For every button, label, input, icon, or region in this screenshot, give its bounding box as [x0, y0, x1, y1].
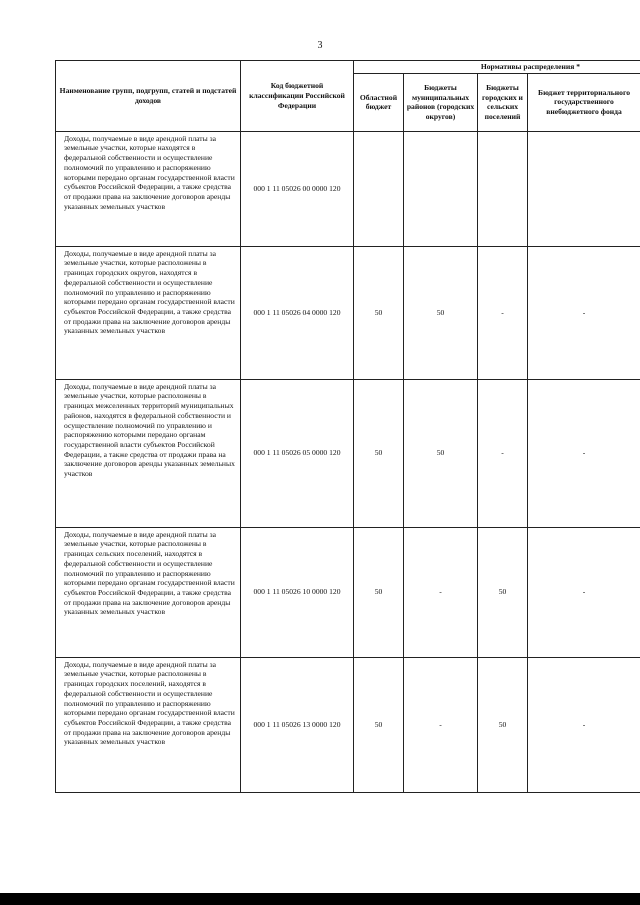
table-row	[56, 527, 640, 657]
row-municipal: -	[404, 527, 478, 657]
row-regional: 50	[354, 246, 404, 379]
row-municipal	[404, 131, 478, 246]
row-name: Доходы, получаемые в виде арендной платы за земельные участки, которые расположены в границах городских округов, находятся в федеральной собственности и осуществление полномочий по управлению и распоряжению которыми передано органам государственной власти субъектов Российской Федерации, а также средства от продажи права на заключение договоров аренды указанных земельных участков	[56, 246, 241, 379]
header-code: Код бюджетной классификации Российской Федерации	[241, 61, 354, 132]
header-settlements: Бюджеты городских и сельских поселений	[478, 73, 528, 131]
row-fund: -	[528, 379, 640, 527]
row-code: 000 1 11 05026 10 0000 120	[241, 527, 354, 657]
row-code: 000 1 11 05026 04 0000 120	[241, 246, 354, 379]
header-fund: Бюджет территориального государственного внебюджетного фонда	[528, 73, 640, 131]
row-regional: 50	[354, 657, 404, 792]
row-name: Доходы, получаемые в виде арендной платы за земельные участки, которые расположены в границах межселенных территорий муниципальных районов, находятся в федеральной собственности и осуществление полномочий по управлению и распоряжению которыми передано органам государственной власти субъектов Российской Федерации, а также средства от продажи права на заключение договоров аренды указанных земельных участков	[56, 379, 241, 527]
row-fund: -	[528, 246, 640, 379]
row-fund: -	[528, 657, 640, 792]
row-settlements: 50	[478, 527, 528, 657]
revenue-distribution-table	[55, 60, 640, 793]
row-regional: 50	[354, 527, 404, 657]
page-number: 3	[317, 40, 323, 51]
table-row	[56, 246, 640, 379]
row-municipal: 50	[404, 379, 478, 527]
row-settlements: -	[478, 246, 528, 379]
table-row	[56, 379, 640, 527]
row-name: Доходы, получаемые в виде арендной платы за земельные участки, которые находятся в федеральной собственности и осуществление полномочий по управлению и распоряжению которыми передано органам государственной власти субъектов Российской Федерации, а также средства от продажи права на заключение договоров аренды указанных земельных участков	[56, 131, 241, 246]
row-code: 000 1 11 05026 00 0000 120	[241, 131, 354, 246]
row-fund	[528, 131, 640, 246]
table-row	[56, 131, 640, 246]
row-settlements: -	[478, 379, 528, 527]
row-code: 000 1 11 05026 13 0000 120	[241, 657, 354, 792]
table-row	[56, 657, 640, 792]
row-name: Доходы, получаемые в виде арендной платы за земельные участки, которые расположены в границах сельских поселений, находятся в федеральной собственности и осуществление полномочий по управлению и распоряжению которыми передано органам государственной власти субъектов Российской Федерации, а также средства от продажи права на заключение договоров аренды указанных земельных участков	[56, 527, 241, 657]
row-municipal: 50	[404, 246, 478, 379]
row-settlements	[478, 131, 528, 246]
row-regional: 50	[354, 379, 404, 527]
row-code: 000 1 11 05026 05 0000 120	[241, 379, 354, 527]
row-municipal: -	[404, 657, 478, 792]
header-regional: Областной бюджет	[354, 73, 404, 131]
header-norms: Нормативы распределения *	[354, 61, 640, 74]
row-regional	[354, 131, 404, 246]
header-municipal: Бюджеты муниципальных районов (городских округов)	[404, 73, 478, 131]
row-fund: -	[528, 527, 640, 657]
header-name: Наименование групп, подгрупп, статей и подстатей доходов	[56, 61, 241, 132]
row-name: Доходы, получаемые в виде арендной платы за земельные участки, которые расположены в границах городских поселений, находятся в федеральной собственности и осуществление полномочий по управлению и распоряжению которыми передано органам государственной власти субъектов Российской Федерации, а также средства от продажи права на заключение договоров аренды указанных земельных участков	[56, 657, 241, 792]
scan-edge-bar	[0, 893, 640, 905]
row-settlements: 50	[478, 657, 528, 792]
